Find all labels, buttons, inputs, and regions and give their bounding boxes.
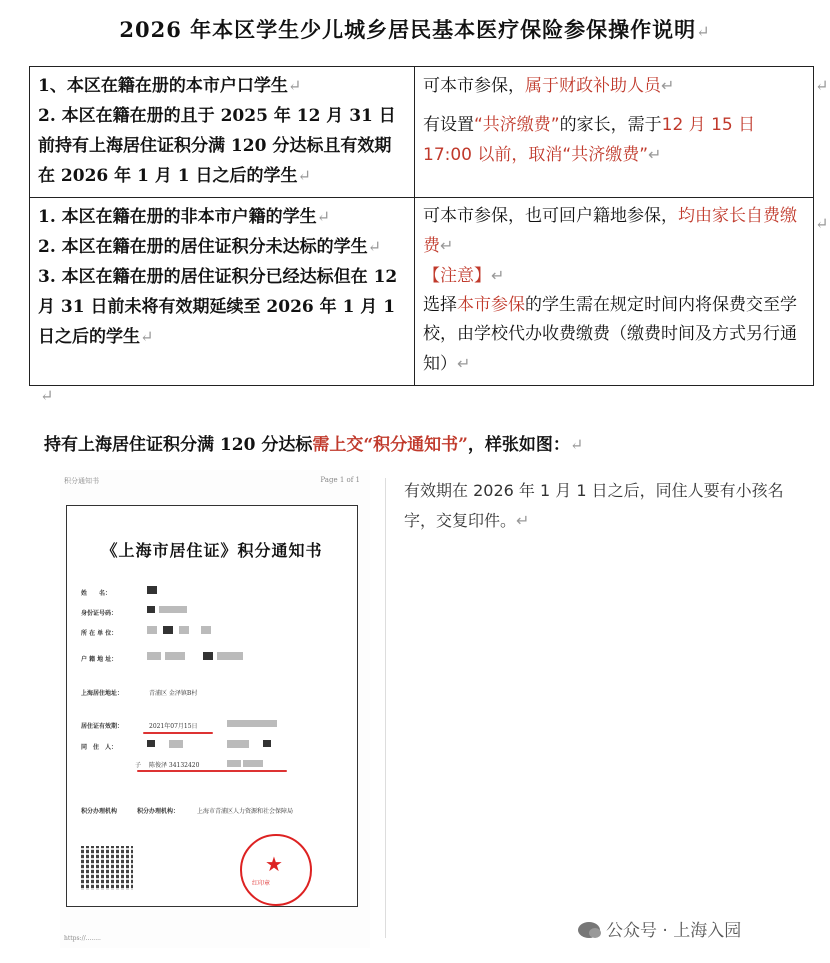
- doc-footer-url: https://........: [64, 935, 101, 942]
- redacted-block: [147, 606, 155, 613]
- redacted-block: [147, 626, 157, 634]
- field-label: 姓 名：: [81, 590, 112, 597]
- redacted-block: [217, 652, 243, 660]
- sample-document-image: [60, 470, 370, 948]
- return-mark: ↵: [40, 386, 54, 405]
- redacted-block: [165, 652, 185, 660]
- red-underline: [143, 732, 213, 734]
- policy-paragraph: 有设置“共济缴费”的家长，需于12 月 15 日 17:00 以前，取消“共济缴费”↵: [423, 115, 756, 165]
- criteria-item: 1. 本区在籍在册的非本市户籍的学生↵: [38, 207, 331, 227]
- return-mark: ↵: [815, 214, 829, 233]
- table-row: [30, 198, 814, 386]
- side-note-text: 有效期在 2026 年 1 月 1 日之后，同住人要有小孩名字，交复印件。: [404, 481, 784, 530]
- redacted-block: [227, 720, 277, 727]
- watermark-text: 公众号 · 上海入园: [606, 921, 742, 941]
- redacted-block: [169, 740, 183, 748]
- redacted-block: [243, 760, 263, 767]
- doc-header-left: 积分通知书: [64, 477, 99, 485]
- field-label: 所 在 单 位：: [81, 630, 118, 637]
- redacted-block: [179, 626, 189, 634]
- divider: [385, 478, 386, 938]
- notice-suffix: ，样张如图：: [467, 435, 570, 455]
- child-label: 子: [135, 762, 142, 769]
- notice-line: 持有上海居住证积分满 120 分达标需上交“积分通知书”，样张如图：↵: [44, 435, 584, 455]
- policy-paragraph: 可本市参保，也可回户籍地参保，均由家长自费缴费↵: [423, 206, 797, 256]
- qr-code-overlay: [81, 846, 133, 890]
- page-title: [0, 14, 830, 44]
- notice-paper: [66, 505, 358, 907]
- seal-text: 红印章: [252, 880, 271, 887]
- side-note: 有效期在 2026 年 1 月 1 日之后，同住人要有小孩名字，交复印件。↵: [404, 481, 784, 530]
- return-mark: ↵: [696, 22, 711, 41]
- doc-page-label: Page 1 of 1: [320, 476, 360, 484]
- redacted-block: [203, 652, 213, 660]
- table-row: [30, 67, 814, 198]
- redacted-block: [147, 740, 155, 747]
- policy-paragraph: 选择本市参保的学生需在规定时间内将保费交至学校，由学校代办收费缴费（缴费时间及方式另行通知）↵: [423, 295, 797, 374]
- eligibility-table: [29, 66, 814, 386]
- notice-prefix: 持有上海居住证积分满 120 分达标: [44, 435, 313, 455]
- address-text: 青浦区 金泽镇B村: [149, 690, 198, 697]
- field-label: 居住证有效期：: [81, 723, 124, 730]
- valid-date-text: 2021年07月15日: [149, 723, 198, 730]
- redacted-block: [147, 586, 157, 594]
- criteria-item: 2. 本区在籍在册的且于 2025 年 12 月 31 日前持有上海居住证积分满 120 分达标且有效期在 2026 年 1 月 1 日之后的学生↵: [38, 106, 396, 186]
- field-label: 积分办理机构: [81, 808, 118, 815]
- redacted-block: [263, 740, 271, 747]
- criteria-item: 1、本区在籍在册的本市户口学生↵: [38, 76, 302, 96]
- seal-star-icon: ★: [265, 852, 283, 876]
- wechat-icon: [578, 922, 600, 938]
- redacted-block: [159, 606, 187, 613]
- criteria-item: 3. 本区在籍在册的居住证积分已经达标但在 12 月 31 日前未将有效期延续至 2026 年 1 月 1 日之后的学生↵: [38, 267, 398, 347]
- criteria-item: 2. 本区在籍在册的居住证积分未达标的学生↵: [38, 237, 382, 257]
- field-label: 户 籍 地 址：: [81, 656, 118, 663]
- notice-highlight: 需上交“积分通知书”: [312, 435, 468, 455]
- doc-title: 《上海市居住证》积分通知书: [101, 541, 323, 560]
- row2-criteria-cell: [30, 198, 415, 386]
- field-label: 身份证号码：: [81, 610, 118, 617]
- redacted-block: [163, 626, 173, 634]
- return-mark: ↵: [815, 76, 829, 95]
- red-underline: [137, 770, 287, 772]
- redacted-block: [227, 760, 241, 767]
- row1-criteria-cell: [30, 67, 415, 198]
- redacted-block: [227, 740, 249, 748]
- issuer-label: 积分办理机构：: [137, 808, 180, 815]
- field-label: 同 住 人：: [81, 744, 118, 751]
- issuer-text: 上海市青浦区人力资源和社会保障局: [197, 808, 294, 815]
- row2-policy-cell: [415, 198, 814, 386]
- watermark: [578, 916, 741, 941]
- redacted-block: [147, 652, 161, 660]
- child-text: 陈俊泽 34132420: [149, 762, 200, 769]
- field-label: 上海居住地址：: [81, 690, 124, 697]
- title-text: 2026 年本区学生少儿城乡居民基本医疗保险参保操作说明: [119, 17, 697, 42]
- note-label: 【注意】↵: [423, 266, 505, 286]
- row1-policy-cell: [415, 67, 814, 198]
- redacted-block: [201, 626, 211, 634]
- policy-paragraph: 可本市参保，属于财政补助人员↵: [423, 76, 675, 96]
